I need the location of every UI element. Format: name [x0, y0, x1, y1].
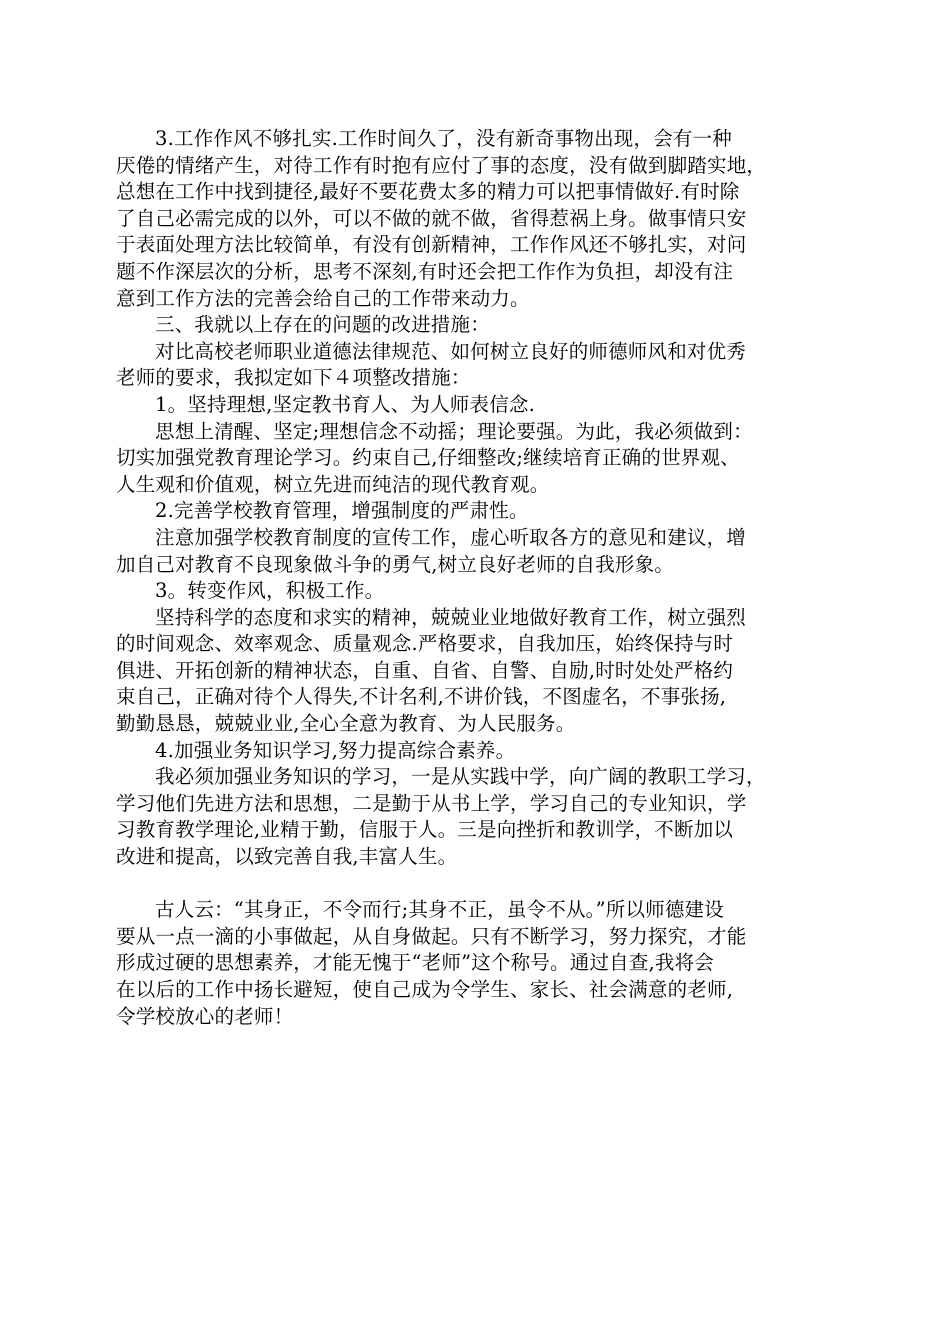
paragraph-line: 改进和提高，以致完善自我,丰富人生。 — [116, 845, 458, 869]
section-heading: 三、我就以上存在的问题的改进措施： — [155, 313, 490, 337]
item-heading: 1。坚持理想,坚定教书育人、为人师表信念. — [155, 392, 536, 416]
paragraph-line: 人生观和价值观，树立先进而纯洁的现代教育观。 — [116, 472, 550, 496]
paragraph-line: 要从一点一滴的小事做起，从自身做起。只有不断学习，努力探究，才能 — [116, 924, 747, 948]
item-heading: 3。转变作风，积极工作。 — [155, 579, 385, 603]
paragraph-line: 于表面处理方法比较简单，有没有创新精神，工作作风还不够扎实，对问 — [116, 233, 747, 257]
paragraph-line: 束自己，正确对待个人得失,不计名利,不讲价钱，不图虚名，不事张扬, — [116, 685, 727, 709]
paragraph-line: 意到工作方法的完善会给自己的工作带来动力。 — [116, 286, 530, 310]
paragraph-line: 我必须加强业务知识的学习，一是从实践中学，向广阔的教职工学习， — [155, 765, 766, 789]
paragraph-line: 令学校放心的老师！ — [116, 1004, 294, 1028]
item-heading: 4.加强业务知识学习,努力提高综合素养。 — [155, 738, 516, 762]
document-body — [116, 126, 850, 1030]
paragraph-line: 在以后的工作中扬长避短，使自己成为令学生、家长、社会满意的老师, — [116, 978, 734, 1001]
paragraph-line: 形成过硬的思想素养，才能无愧于“老师”这个称号。通过自查,我将会 — [116, 951, 715, 975]
paragraph-line: 俱进、开拓创新的精神状态，自重、自省、自警、自励,时时处处严格约 — [116, 658, 734, 682]
paragraph-line: 习教育教学理论,业精于勤，信服于人。三是向挫折和教训学，不断加以 — [116, 818, 734, 842]
paragraph-line: 勤勤恳恳，兢兢业业,全心全意为教育、为人民服务。 — [116, 712, 576, 736]
paragraph-line: 加自己对教育不良现象做斗争的勇气,树立良好老师的自我形象。 — [116, 552, 674, 576]
paragraph-line: 注意加强学校教育制度的宣传工作，虚心听取各方的意见和建议，增 — [155, 525, 747, 549]
paragraph-line: 3.工作作风不够扎实.工作时间久了，没有新奇事物出现，会有一种 — [155, 127, 733, 150]
item-heading: 2.完善学校教育管理，增强制度的严肃性。 — [155, 499, 529, 523]
paragraph-line: 的时间观念、效率观念、质量观念.严格要求，自我加压，始终保持与时 — [116, 632, 734, 656]
paragraph-line: 学习他们先进方法和思想，二是勤于从书上学，学习自己的专业知识，学 — [116, 791, 747, 815]
paragraph-line: 老师的要求，我拟定如下４项整改措施： — [116, 366, 471, 390]
paragraph-line: 对比高校老师职业道德法律规范、如何树立良好的师德师风和对优秀 — [155, 339, 747, 363]
blank-line — [116, 871, 850, 898]
paragraph-line: 题不作深层次的分析，思考不深刻,有时还会把工作作为负担，却没有注 — [116, 259, 734, 283]
paragraph-line: 厌倦的情绪产生，对待工作有时抱有应付了事的态度，没有做到脚踏实地， — [116, 153, 767, 177]
paragraph-line: 总想在工作中找到捷径,最好不要花费太多的精力可以把事情做好.有时除 — [116, 180, 740, 204]
paragraph-line: 切实加强党教育理论学习。约束自己,仔细整改;继续培育正确的世界观、 — [116, 446, 740, 470]
paragraph-line: 思想上清醒、坚定;理想信念不动摇；理论要强。为此，我必须做到： — [155, 419, 753, 443]
paragraph-line: 了自己必需完成的以外，可以不做的就不做，省得惹祸上身。做事情只安 — [116, 206, 747, 230]
paragraph-line: 坚持科学的态度和求实的精神，兢兢业业地做好教育工作，树立强烈 — [155, 605, 747, 629]
paragraph-line: 古人云：“其身正，不令而行;其身不正，虽令不从。”所以师德建设 — [155, 898, 724, 922]
